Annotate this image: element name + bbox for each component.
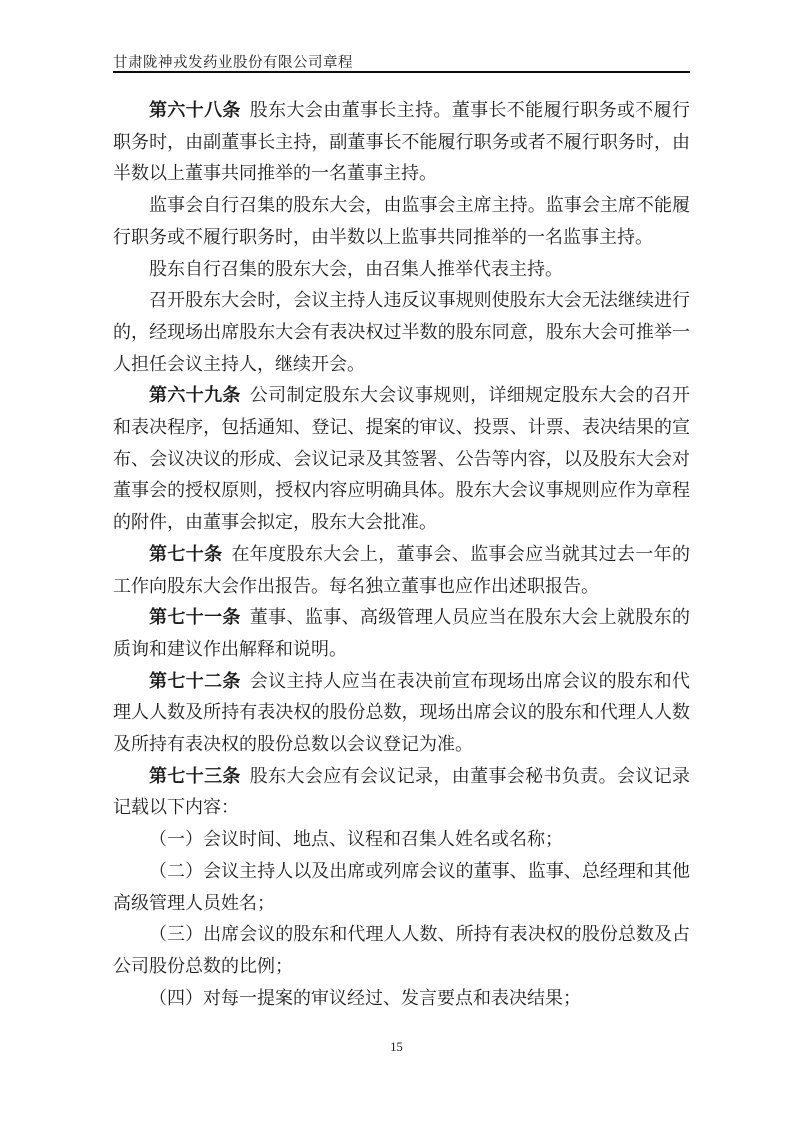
- article-text: 召开股东大会时，会议主持人违反议事规则使股东大会无法继续进行的，经现场出席股东大会有表决权过半数的股东同意，股东大会可推举一人担任会议主持人，继续开会。: [113, 290, 690, 374]
- article-73-item-3: [113, 919, 690, 982]
- page-header-title: 甘肃陇神戎发药业股份有限公司章程: [113, 55, 353, 71]
- page-number: 15: [390, 1040, 403, 1054]
- article-text: 股东自行召集的股东大会，由召集人推举代表主持。: [149, 258, 563, 279]
- article-text: （二）会议主持人以及出席或列席会议的董事、监事、总经理和其他高级管理人员姓名；: [113, 860, 690, 913]
- article-text: （三）出席会议的股东和代理人人数、所持有表决权的股份总数及占公司股份总数的比例；: [113, 924, 690, 976]
- article-73-item-4: [113, 983, 690, 1015]
- article-73-item-2: [113, 856, 690, 919]
- document-body: [113, 95, 690, 1014]
- article-text: （四）对每一提案的审议经过、发言要点和表决结果；: [149, 987, 581, 1008]
- article-68-clause-3: [113, 254, 690, 286]
- article-70: [113, 539, 690, 602]
- article-text: 公司制定股东大会议事规则，详细规定股东大会的召开和表决程序，包括通知、登记、提案的审议、投票、计票、表决结果的宣布、会议决议的形成、会议记录及其签署、公告等内容，以及股东大会对董事会的授权原则，授权内容应明确具体。股东大会议事规则应作为章程的附件，由董事会拟定，股东大会批准。: [113, 385, 691, 533]
- article-text: 监事会自行召集的股东大会，由监事会主席主持。监事会主席不能履行职务或不履行职务时，由半数以上监事共同推举的一名监事主持。: [113, 195, 690, 247]
- article-69: [113, 380, 690, 539]
- article-text: 在年度股东大会上，董事会、监事会应当就其过去一年的工作向股东大会作出报告。每名独立董事也应作出述职报告。: [113, 543, 691, 596]
- article-68: [113, 95, 690, 190]
- article-73-item-1: [113, 824, 690, 856]
- article-number: 第六十八条: [149, 100, 241, 120]
- article-text: 股东大会应有会议记录，由董事会秘书负责。会议记录记载以下内容：: [113, 765, 691, 818]
- header-divider-rule: [113, 71, 690, 73]
- article-72: [113, 666, 690, 761]
- article-number: 第七十条: [149, 543, 223, 564]
- article-text: （一）会议时间、地点、议程和召集人姓名或名称；: [149, 829, 563, 850]
- article-number: 第七十三条: [149, 765, 241, 786]
- article-number: 第七十一条: [149, 607, 241, 628]
- article-text: 董事、监事、高级管理人员应当在股东大会上就股东的质询和建议作出解释和说明。: [113, 607, 691, 659]
- article-text: 股东大会由董事长主持。董事长不能履行职务或不履行职务时，由副董事长主持，副董事长不能履行职务或者不履行职务时，由半数以上董事共同推举的一名董事主持。: [113, 100, 691, 184]
- article-text: 会议主持人应当在表决前宣布现场出席会议的股东和代理人人数及所持有表决权的股份总数，现场出席会议的股东和代理人人数及所持有表决权的股份总数以会议登记为准。: [113, 670, 691, 755]
- article-number: 第七十二条: [149, 670, 241, 691]
- article-number: 第六十九条: [149, 385, 241, 406]
- article-71: [113, 602, 690, 665]
- article-68-clause-2: [113, 190, 690, 253]
- article-68-clause-4: [113, 285, 690, 380]
- article-73: [113, 761, 690, 824]
